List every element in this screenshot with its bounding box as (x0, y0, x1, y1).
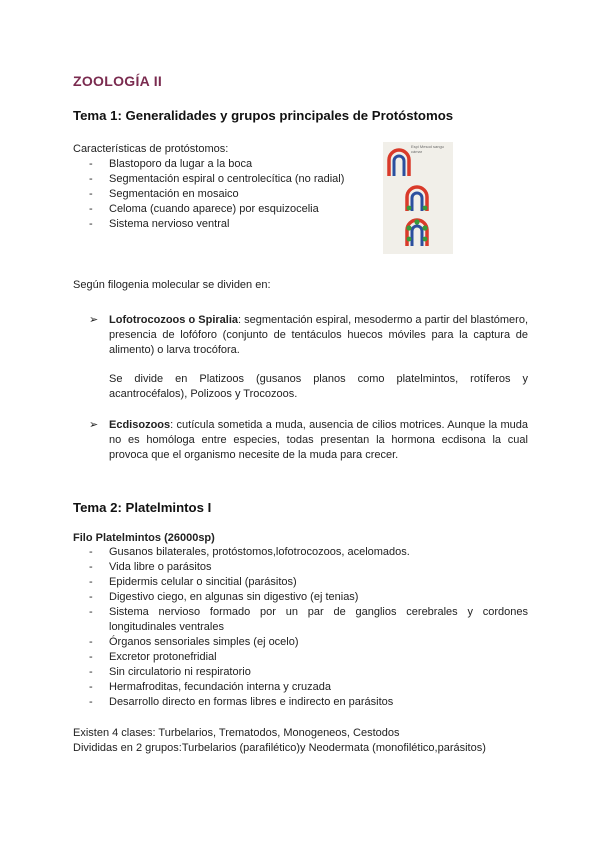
list-item: - Digestivo ciego, en algunas sin digestivo (ej tenias) (73, 590, 528, 605)
group-lofotrocozoos (73, 313, 528, 358)
list-item: - Epidermis celular o sincitial (parásitos) (73, 575, 528, 590)
document-title: ZOOLOGÍA II (73, 73, 163, 89)
tema1-intro: Características de protóstomos: (73, 142, 229, 155)
phylogeny-intro: Según filogenia molecular se dividen en: (73, 278, 271, 291)
group-name: Lofotrocozoos o Spiralia (109, 313, 239, 326)
tema1-characteristics-list (73, 157, 528, 232)
group-name: Ecdisozoos (109, 418, 171, 431)
classes-paragraph: Existen 4 clases: Turbelarios, Trematodos, Monogeneos, Cestodos (73, 726, 400, 739)
list-item: - Excretor protonefridial (73, 650, 528, 665)
embryo-diagram (383, 142, 453, 254)
arrow-bullet-icon: ➢ (89, 418, 99, 431)
groups-paragraph: Divididas en 2 grupos:Turbelarios (parafilético)y Neodermata (monofilético,parásitos) (73, 741, 486, 754)
list-item: - Vida libre o parásitos (73, 560, 528, 575)
list-item: - Órganos sensoriales simples (ej ocelo) (73, 635, 528, 650)
list-item: - Segmentación espiral o centrolecítica (no radial) (73, 172, 528, 187)
group-ecdisozoos (73, 418, 528, 463)
list-item: - Hermafroditas, fecundación interna y cruzada (73, 680, 528, 695)
list-item: - Desarrollo directo en formas libres e indirecto en parásitos (73, 695, 528, 710)
arrow-bullet-icon: ➢ (89, 313, 99, 326)
list-item: - Sistema nervioso formado por un par de ganglios cerebrales y cordones longitudinales ventrales (73, 605, 528, 635)
tema1-characteristics-block (73, 142, 528, 252)
filo-heading: Filo Platelmintos (26000sp) (73, 531, 215, 544)
group-lofotrocozoos-subdivision: Se divide en Platizoos (gusanos planos como platelmintos, rotíferos y acantrocéfalos), Polizoos y Trocozoos. (109, 372, 528, 400)
embryo-diagram-image (383, 142, 453, 254)
list-item: - Sistema nervioso ventral (73, 217, 528, 232)
group-description: : cutícula sometida a muda, ausencia de cilios motrices. Aunque la muda no es homóloga entre especies, todas presentan la hormona ecdisona la cual provoca que el organismo necesite de la muda para crecer. (109, 418, 528, 461)
figure-caption: Espi Mesod sangu cámar (411, 143, 444, 155)
list-item: - Celoma (cuando aparece) por esquizocelia (73, 202, 528, 217)
platelmintos-characteristics-list (73, 545, 528, 709)
list-item: - Segmentación en mosaico (73, 187, 528, 202)
list-item: - Blastoporo da lugar a la boca (73, 157, 528, 172)
list-item: - Gusanos bilaterales, protóstomos,lofotrocozoos, acelomados. (73, 545, 528, 560)
document-page (73, 72, 528, 756)
tema2-heading: Tema 2: Platelmintos I (73, 499, 212, 515)
tema1-heading: Tema 1: Generalidades y grupos principales de Protóstomos (73, 108, 454, 124)
list-item: - Sin circulatorio ni respiratorio (73, 665, 528, 680)
group-description: : segmentación espiral, mesodermo a partir del blastómero, presencia de lofóforo (conjunto de tentáculos huecos móviles para la captura de alimento) o larva trocófora. (109, 313, 529, 356)
